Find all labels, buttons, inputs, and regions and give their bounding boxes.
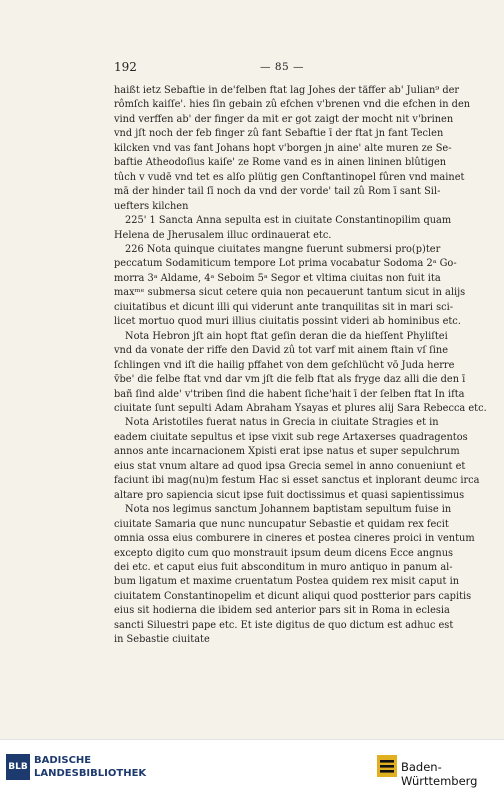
text-line: morra 3ᵃ Aldame, 4ᵃ Seboim 5ᵃ Segor et vltima ciuitas non fuit ita — [114, 272, 441, 284]
text-line: bañ ſind alde' v'triben ſind die habent ſiche'hait ī der ſelben ftat In ifta — [114, 388, 465, 400]
text-line: faciunt ibi mag(nu)m festum Hac si esset sanctus et inplorant deumc irca — [114, 475, 480, 487]
blb-library-name[interactable] — [34, 754, 146, 780]
text-line: tûch v vudē vnd tet es alſo plütig gen Conftantinopel fûren vnd mainet — [114, 171, 465, 183]
text-line: in Sebastie ciuitate — [114, 634, 210, 646]
text-line: Nota Aristotiles fuerat natus in Grecia in ciuitate Stragies et in — [125, 417, 439, 429]
text-line: uefters kilchen — [114, 200, 189, 212]
text-line: vnd jſt noch der feb finger zû fant Sebaftie ī der ftat jn fant Teclen — [114, 128, 444, 140]
text-line: Nota nos legimus sanctum Johannem baptistam sepultum fuise in — [125, 504, 452, 516]
text-line: annos ante incarnacionem Xpisti erat ipse natus et super sepulchrum — [114, 446, 460, 458]
blb-logo-icon[interactable] — [6, 754, 30, 780]
text-line: maxᵐᵉ submersa sicut cetere quia non pecauerunt tantum sicut in alijs — [114, 287, 466, 299]
text-line: excepto digito cum quo monstrauit ipsum deum dicens Ecce angnus — [114, 547, 454, 559]
text-line: ciuitate ſunt sepulti Adam Abraham Ysayas et plures alij Sara Rebecca etc. — [114, 402, 487, 414]
text-line: eadem ciuitate sepultus et ipse vixit sub rege Artaxerses quadragentos — [114, 431, 468, 443]
text-line: ſchlingen vnd iſt die hailig pffahet von dem geſchlücht vō Juda herre — [114, 359, 455, 371]
text-line: Helena de Jherusalem illuc ordinauerat etc. — [114, 229, 332, 241]
text-line: altare pro sapiencia sicut ipse fuit doctissimus et quasi sapientissimus — [114, 489, 465, 501]
text-line: vnd da vonate der riffe den David zû tot varf mit ainem ftain vſ ſine — [114, 345, 449, 357]
blb-logo-text: BLB — [8, 762, 28, 772]
baden-wuerttemberg-crest-icon[interactable] — [377, 755, 397, 777]
text-line: Nota Hebron jſt ain hopt ftat geſin deran die da hieſſent Phyliſtei — [125, 330, 448, 342]
text-line: 225' 1 Sancta Anna sepulta est in ciuitate Constantinopilim quam — [125, 215, 452, 227]
text-line: haißt ietz Sebaftie in de'felben ftat lag Johes der täffer ab' Julian⁹ der — [114, 85, 460, 96]
text-line: licet mortuo quod muri illius ciuitatis possint videri ab hominibus etc. — [114, 316, 461, 328]
body-text — [114, 84, 487, 648]
page-header — [114, 60, 426, 76]
text-line: 226 Nota quinque ciuitates mangne fuerunt submersi pro(p)ter — [125, 243, 441, 255]
text-line: sancti Siluestri pape etc. Et iste digitus de quo dictum est adhuc est — [114, 619, 454, 631]
text-line: kilcken vnd vas fant Johans hopt v'borgen jn aine' alte muren ze Se- — [114, 142, 452, 154]
text-line: mā der hinder tail ſī noch da vnd der vorde' tail zû Rom ī sant Sil- — [114, 186, 441, 198]
text-line: ciuitate Samaria que nunc nuncupatur Sebastie et quidam rex fecit — [114, 518, 449, 530]
text-line: bum ligatum et maxime cruentatum Postea quidem rex misit caput in — [114, 576, 460, 588]
text-line: eius stat vnum altare ad quod ipsa Grecia semel in anno conueniunt et — [114, 460, 466, 472]
folio-number: — 85 — — [260, 61, 305, 73]
text-line: omnia ossa eius comburere in cineres et postea cineres proici in ventum — [114, 533, 475, 545]
text-line: baftie Atheodoſius kaiſe' ze Rome vand es in ainen lininen blûtigen — [114, 157, 447, 169]
baden-wuerttemberg-label[interactable]: Baden-Württemberg — [401, 760, 478, 788]
text-line: eius sit hodierna die ibidem sed anterior pars sit in Roma in eclesia — [114, 605, 450, 617]
text-line: ciuitatem Constantinopelim et dicunt aliqui quod postterior pars capitis — [114, 590, 472, 602]
text-line: v̄be' die felbe ftat vnd dar vm jſt die felb ftat als fryge daz alli die den ī — [114, 374, 466, 386]
viewer-footer — [0, 739, 504, 796]
text-line: ciuitatibus et dicunt illi qui viderunt ante tranquilitas sit in mari sci- — [114, 301, 454, 313]
blb-name-line-1: BADISCHE — [34, 755, 92, 766]
page-number: 192 — [114, 60, 137, 74]
text-line: dei etc. et caput eius fuit absconditum in muro antiquo in panum al- — [114, 561, 453, 573]
text-line: rômſch kaiſſe'. hies ſin gebain zû efchen v'brenen vnd die efchen in den — [114, 99, 471, 111]
text-line: vind verffen ab' der finger da mit er got zaigt der mocht nit v'brinen — [114, 113, 454, 125]
text-line: peccatum Sodamiticum tempore Lot prima vocabatur Sodoma 2ᵃ Go- — [114, 258, 457, 270]
blb-name-line-2: LANDESBIBLIOTHEK — [34, 768, 147, 779]
